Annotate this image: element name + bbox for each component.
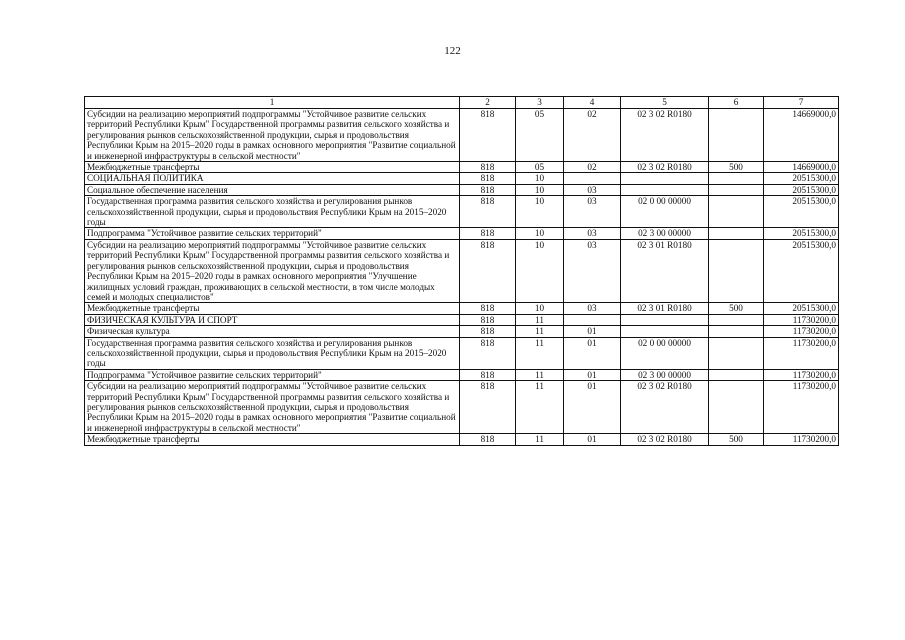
table-row	[85, 337, 839, 369]
section-code-cell: 05	[516, 109, 564, 162]
amount-cell: 11730200,0	[764, 326, 839, 337]
section-code-cell: 11	[516, 314, 564, 325]
section-code-cell: 10	[516, 196, 564, 228]
section-code-cell: 10	[516, 239, 564, 302]
section-code-cell: 11	[516, 337, 564, 369]
header-cell: 3	[516, 97, 564, 109]
amount-cell: 11730200,0	[764, 434, 839, 445]
section-code-cell: 10	[516, 303, 564, 314]
table-row	[85, 303, 839, 314]
target-article-code-cell: 02 3 00 00000	[621, 228, 709, 239]
admin-code-cell: 818	[460, 434, 516, 445]
header-cell: 2	[460, 97, 516, 109]
row-name-cell: ФИЗИЧЕСКАЯ КУЛЬТУРА И СПОРТ	[85, 314, 460, 325]
table-row	[85, 381, 839, 434]
table-row	[85, 184, 839, 195]
expense-type-code-cell	[709, 326, 764, 337]
subsection-code-cell: 01	[564, 337, 621, 369]
section-code-cell: 10	[516, 184, 564, 195]
subsection-code-cell: 03	[564, 303, 621, 314]
target-article-code-cell: 02 3 02 R0180	[621, 381, 709, 434]
admin-code-cell: 818	[460, 239, 516, 302]
header-cell: 4	[564, 97, 621, 109]
subsection-code-cell: 02	[564, 162, 621, 173]
admin-code-cell: 818	[460, 303, 516, 314]
admin-code-cell: 818	[460, 109, 516, 162]
section-code-cell: 11	[516, 434, 564, 445]
section-code-cell: 10	[516, 228, 564, 239]
amount-cell: 20515300,0	[764, 303, 839, 314]
row-name-cell: Физическая культура	[85, 326, 460, 337]
table-row	[85, 109, 839, 162]
amount-cell: 20515300,0	[764, 184, 839, 195]
subsection-code-cell: 02	[564, 109, 621, 162]
subsection-code-cell: 01	[564, 326, 621, 337]
expense-type-code-cell	[709, 196, 764, 228]
table-row	[85, 162, 839, 173]
table-row	[85, 228, 839, 239]
expense-type-code-cell	[709, 381, 764, 434]
row-name-cell: Социальное обеспечение населения	[85, 184, 460, 195]
subsection-code-cell: 01	[564, 381, 621, 434]
header-cell: 1	[85, 97, 460, 109]
target-article-code-cell: 02 3 02 R0180	[621, 109, 709, 162]
section-code-cell: 11	[516, 326, 564, 337]
row-name-cell: Государственная программа развития сельского хозяйства и регулирования рынков сельскохозяйственной продукции, сырья и продовольствия Республики Крым на 2015–2020 годы	[85, 196, 460, 228]
expense-type-code-cell	[709, 109, 764, 162]
amount-cell: 11730200,0	[764, 337, 839, 369]
expense-type-code-cell: 500	[709, 303, 764, 314]
target-article-code-cell: 02 3 01 R0180	[621, 239, 709, 302]
section-code-cell: 11	[516, 381, 564, 434]
admin-code-cell: 818	[460, 173, 516, 184]
admin-code-cell: 818	[460, 184, 516, 195]
target-article-code-cell: 02 0 00 00000	[621, 196, 709, 228]
expense-type-code-cell	[709, 239, 764, 302]
expense-type-code-cell	[709, 228, 764, 239]
expense-type-code-cell: 500	[709, 434, 764, 445]
subsection-code-cell: 03	[564, 196, 621, 228]
amount-cell: 11730200,0	[764, 314, 839, 325]
expense-type-code-cell	[709, 173, 764, 184]
target-article-code-cell	[621, 326, 709, 337]
expense-type-code-cell	[709, 184, 764, 195]
subsection-code-cell: 01	[564, 434, 621, 445]
table-row	[85, 434, 839, 445]
subsection-code-cell: 01	[564, 369, 621, 380]
header-row	[85, 97, 839, 109]
row-name-cell: Межбюджетные трансферты	[85, 303, 460, 314]
expense-type-code-cell	[709, 337, 764, 369]
expense-type-code-cell	[709, 314, 764, 325]
header-cell: 7	[764, 97, 839, 109]
subsection-code-cell: 03	[564, 184, 621, 195]
page-number: 122	[444, 45, 461, 57]
row-name-cell: Государственная программа развития сельского хозяйства и регулирования рынков сельскохозяйственной продукции, сырья и продовольствия Республики Крым на 2015–2020 годы	[85, 337, 460, 369]
row-name-cell: Подпрограмма "Устойчивое развитие сельских территорий"	[85, 228, 460, 239]
section-code-cell: 10	[516, 173, 564, 184]
admin-code-cell: 818	[460, 314, 516, 325]
target-article-code-cell	[621, 314, 709, 325]
admin-code-cell: 818	[460, 326, 516, 337]
section-code-cell: 11	[516, 369, 564, 380]
subsection-code-cell	[564, 314, 621, 325]
subsection-code-cell: 03	[564, 239, 621, 302]
target-article-code-cell: 02 3 00 00000	[621, 369, 709, 380]
row-name-cell: СОЦИАЛЬНАЯ ПОЛИТИКА	[85, 173, 460, 184]
header-cell: 6	[709, 97, 764, 109]
row-name-cell: Подпрограмма "Устойчивое развитие сельских территорий"	[85, 369, 460, 380]
table-row	[85, 314, 839, 325]
table-row	[85, 369, 839, 380]
amount-cell: 14669000,0	[764, 162, 839, 173]
section-code-cell: 05	[516, 162, 564, 173]
admin-code-cell: 818	[460, 381, 516, 434]
admin-code-cell: 818	[460, 196, 516, 228]
row-name-cell: Субсидии на реализацию мероприятий подпрограммы "Устойчивое развитие сельских территорий Республики Крым" Государственной программы развития сельского хозяйства и регулирования рынков сельскохозяйственной продукции, сырья и продовольствия Республики Крым на 2015–2020 годы в рамках основного мероприятия "Развитие социальной и инженерной инфраструктуры в сельской местности"	[85, 381, 460, 434]
subsection-code-cell	[564, 173, 621, 184]
table-row	[85, 326, 839, 337]
target-article-code-cell: 02 3 01 R0180	[621, 303, 709, 314]
amount-cell: 11730200,0	[764, 381, 839, 434]
amount-cell: 20515300,0	[764, 228, 839, 239]
admin-code-cell: 818	[460, 228, 516, 239]
amount-cell: 14669000,0	[764, 109, 839, 162]
expense-type-code-cell	[709, 369, 764, 380]
amount-cell: 11730200,0	[764, 369, 839, 380]
subsection-code-cell: 03	[564, 228, 621, 239]
table-row	[85, 196, 839, 228]
row-name-cell: Субсидии на реализацию мероприятий подпрограммы "Устойчивое развитие сельских территорий Республики Крым" Государственной программы развития сельского хозяйства и регулирования рынков сельскохозяйственной продукции, сырья и продовольствия Республики Крым на 2015–2020 годы в рамках основного мероприятия "Развитие социальной и инженерной инфраструктуры в сельской местности"	[85, 109, 460, 162]
admin-code-cell: 818	[460, 162, 516, 173]
budget-table	[84, 96, 839, 446]
table-row	[85, 173, 839, 184]
target-article-code-cell: 02 3 02 R0180	[621, 162, 709, 173]
amount-cell: 20515300,0	[764, 196, 839, 228]
target-article-code-cell: 02 0 00 00000	[621, 337, 709, 369]
target-article-code-cell: 02 3 02 R0180	[621, 434, 709, 445]
amount-cell: 20515300,0	[764, 173, 839, 184]
row-name-cell: Межбюджетные трансферты	[85, 434, 460, 445]
admin-code-cell: 818	[460, 369, 516, 380]
header-cell: 5	[621, 97, 709, 109]
admin-code-cell: 818	[460, 337, 516, 369]
row-name-cell: Субсидии на реализацию мероприятий подпрограммы "Устойчивое развитие сельских территорий Республики Крым" Государственной программы развития сельского хозяйства и регулирования рынков сельскохозяйственной продукции, сырья и продовольствия Республики Крым на 2015–2020 годы в рамках основного мероприятия "Улучшение жилищных условий граждан, проживающих в сельской местности, в том числе молодых семей и молодых специалистов"	[85, 239, 460, 302]
table-row	[85, 239, 839, 302]
row-name-cell: Межбюджетные трансферты	[85, 162, 460, 173]
target-article-code-cell	[621, 173, 709, 184]
target-article-code-cell	[621, 184, 709, 195]
expense-type-code-cell: 500	[709, 162, 764, 173]
amount-cell: 20515300,0	[764, 239, 839, 302]
